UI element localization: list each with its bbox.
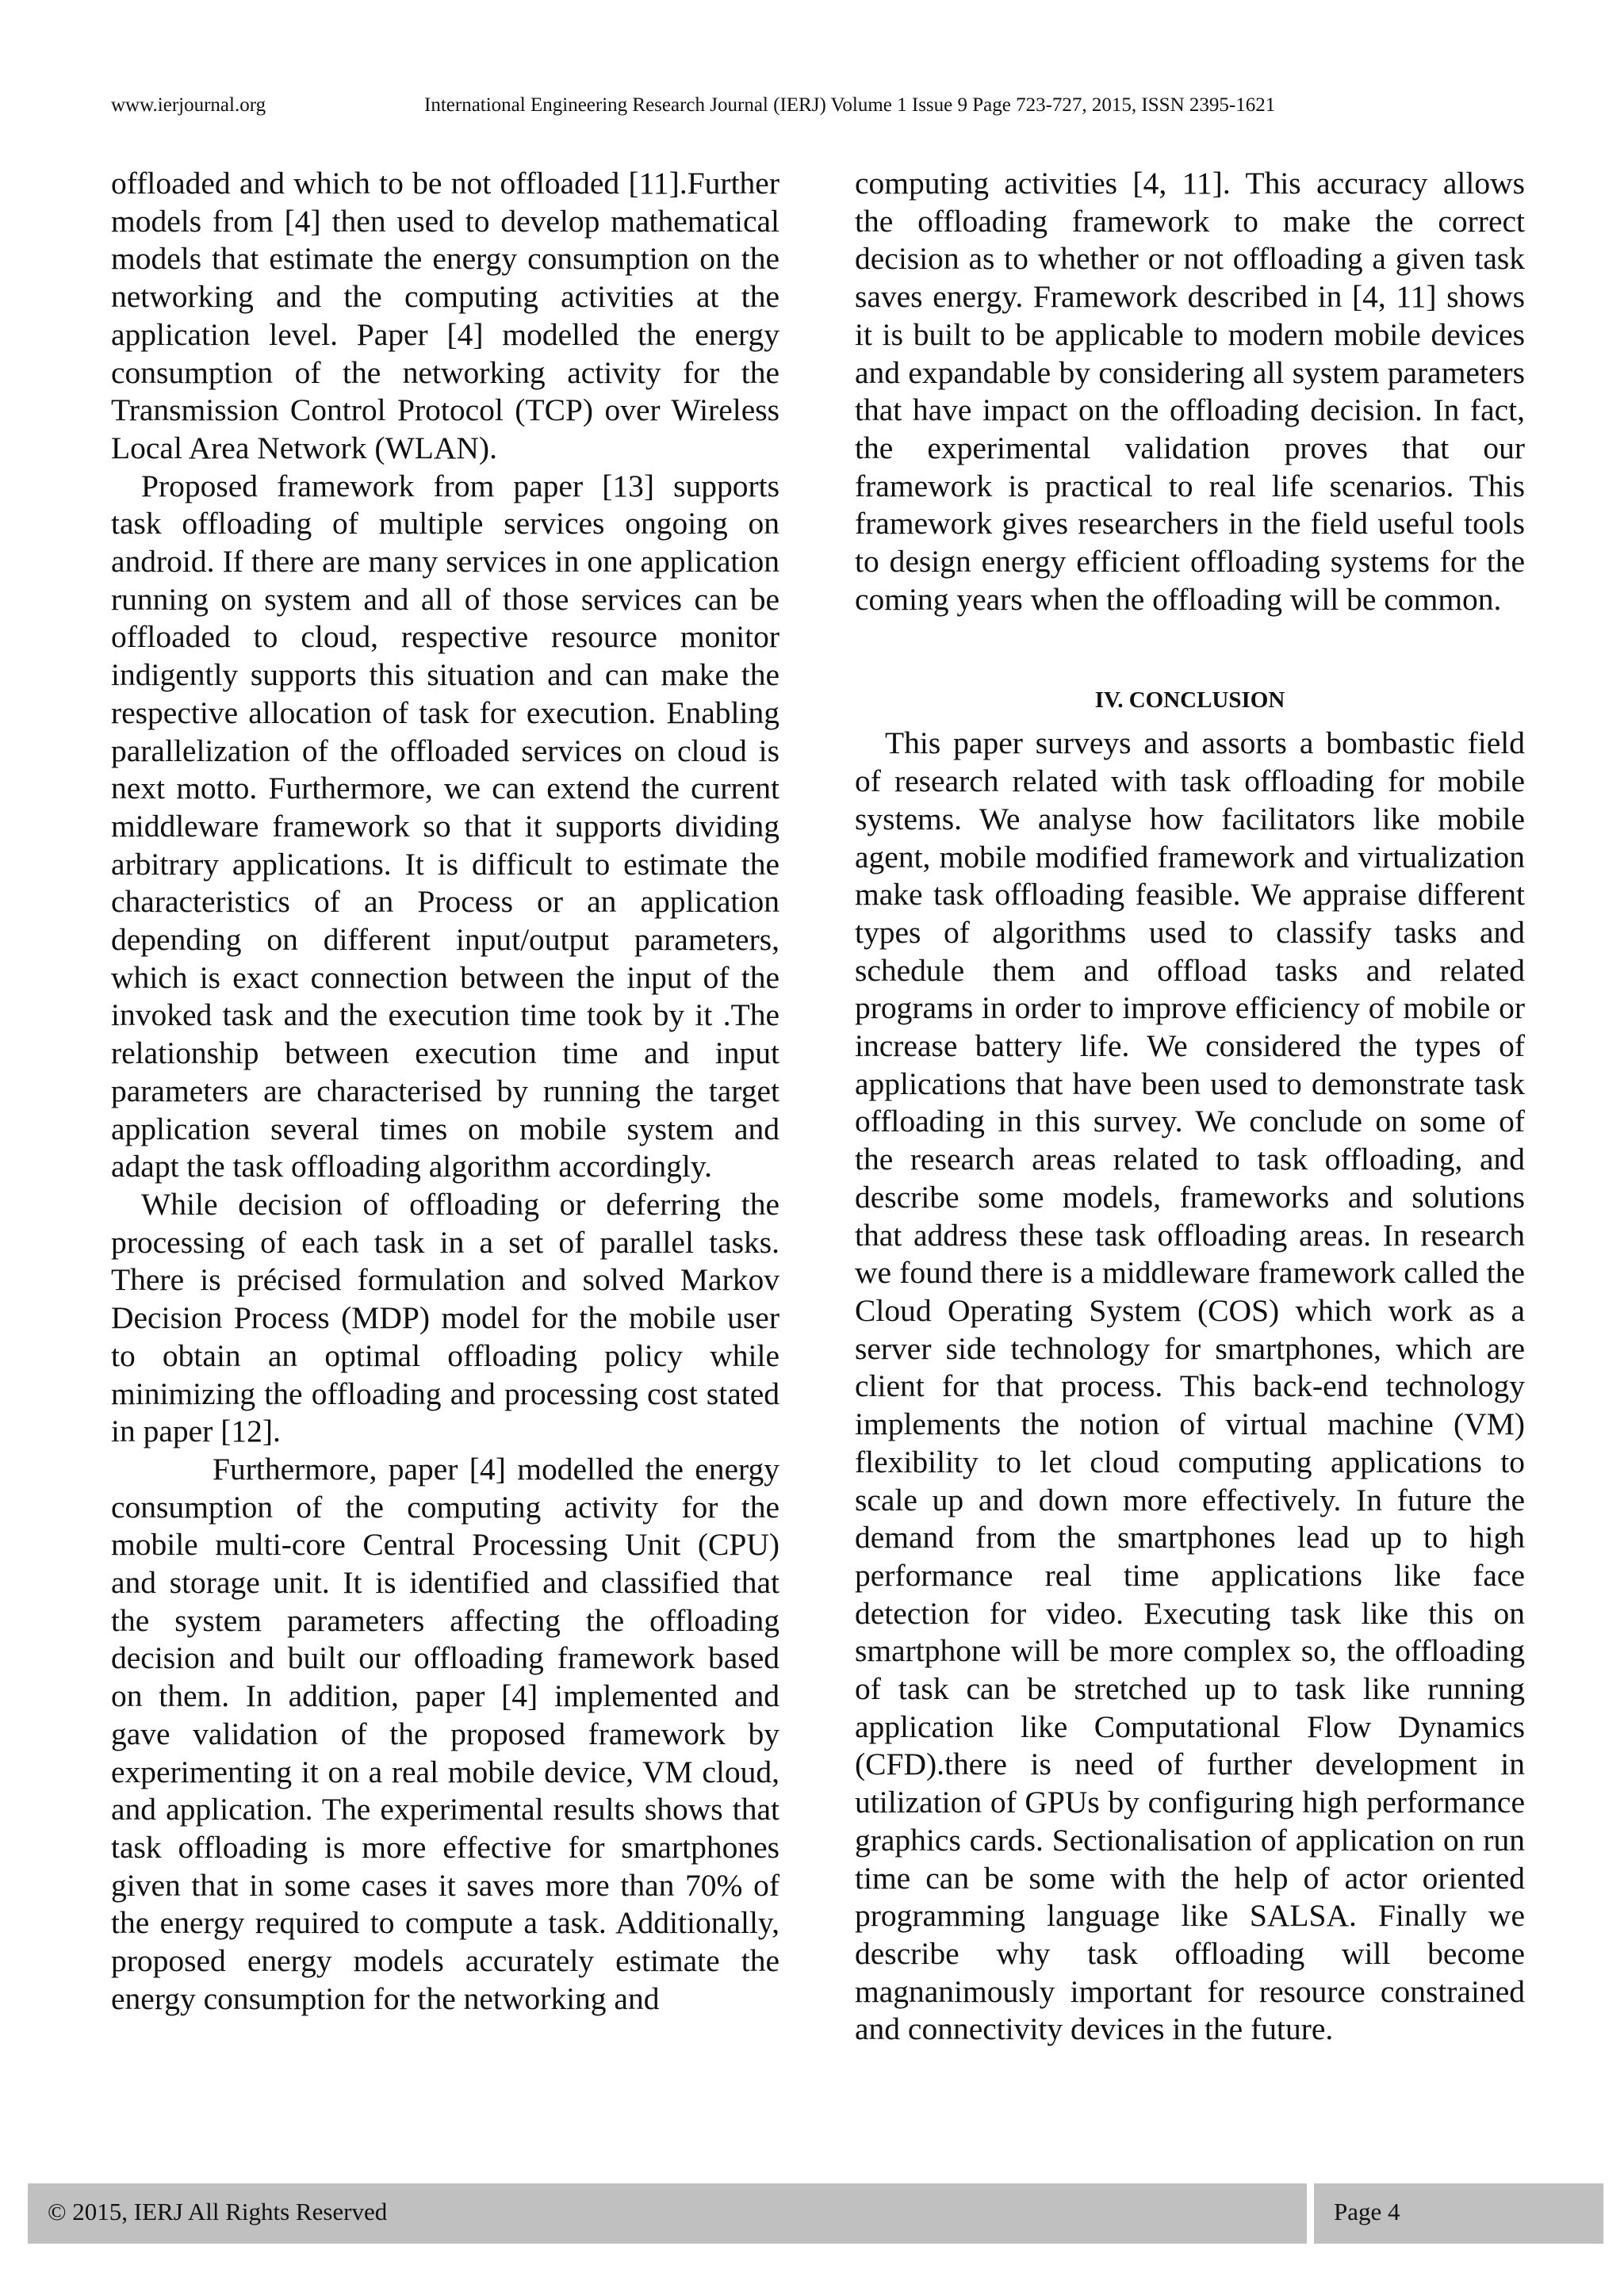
paragraph-conclusion: This paper surveys and assorts a bombastic field of research related with task offloading for mobile systems. We analyse how facilitators like mobile agent, mobile modified framework and virtualization make task offloading feasible. We appraise different types of algorithms used to classify tasks and schedule them and offload tasks and related programs in order to improve efficiency of mobile or increase battery life. We considered the types of applications that have been used to demonstrate task offloading in this survey. We conclude on some of the research areas related to task offloading, and describe some models, frameworks and solutions that address these task offloading areas. In research we found there is a middleware framework called the Cloud Operating System (COS) which work as a server side technology for smartphones, which are client for that process. This back-end technology implements the notion of virtual machine (VM) flexibility to let cloud computing applications to scale up and down more effectively. In future the demand from the smartphones lead up to high performance real time applications like face detection for video. Executing task like this on smartphone will be more complex so, the offloading of task can be stretched up to task like running application like Computational Flow Dynamics (CFD).there is need of further development in utilization of GPUs by configuring high performance graphics cards. Sectionalisation of application on run time can be some with the help of actor oriented programming language like SALSA. Finally we describe why task offloading will become magnanimously important for resource constrained and connectivity devices in the future. xyxy=(855,725,1525,2047)
footer-divider xyxy=(1307,2183,1314,2244)
footer-page-number: Page 4 xyxy=(1334,2198,1400,2225)
left-column xyxy=(111,165,779,2018)
journal-citation: International Engineering Research Journal (IERJ) Volume 1 Issue 9 Page 723-727, 2015, ISSN 2395-1621 xyxy=(424,94,1276,116)
journal-website: www.ierjournal.org xyxy=(111,94,266,116)
footer-copyright: © 2015, IERJ All Rights Reserved xyxy=(48,2198,388,2225)
paragraph-continuation: offloaded and which to be not offloaded [11].Further models from [4] then used to develop mathematical models that estimate the energy consumption on the networking and the computing activities at the application level. Paper [4] modelled the energy consumption of the networking activity for the Transmission Control Protocol (TCP) over Wireless Local Area Network (WLAN). xyxy=(111,166,779,465)
right-column xyxy=(855,165,1525,2049)
paragraph-energy-consumption: Furthermore, paper [4] modelled the energy consumption of the computing activity for the mobile multi-core Central Processing Unit (CPU) and storage unit. It is identified and classified that the system parameters affecting the offloading decision and built our offloading framework based on them. In addition, paper [4] implemented and gave validation of the proposed framework by experimenting it on a real mobile device, VM cloud, and application. The experimental results shows that task offloading is more effective for smartphones given that in some cases it saves more than 70% of the energy required to compute a task. Additionally, proposed energy models accurately estimate the energy consumption for the networking and xyxy=(111,1451,779,2016)
paragraph-accuracy: computing activities [4, 11]. This accuracy allows the offloading framework to make the correct decision as to whether or not offloading a given task saves energy. Framework described in [4, 11] shows it is built to be applicable to modern mobile devices and expandable by considering all system parameters that have impact on the offloading decision. In fact, the experimental validation proves that our framework is practical to real life scenarios. This framework gives researchers in the field useful tools to design energy efficient offloading systems for the coming years when the offloading will be common. xyxy=(855,166,1525,617)
section-heading-conclusion: IV. CONCLUSION xyxy=(1094,687,1285,714)
paragraph-proposed-framework: Proposed framework from paper [13] supports task offloading of multiple services ongoing on android. If there are many services in one application running on system and all of those services can be offloaded to cloud, respective resource monitor indigently supports this situation and can make the respective allocation of task for execution. Enabling parallelization of the offloaded services on cloud is next motto. Furthermore, we can extend the current middleware framework so that it supports dividing arbitrary applications. It is difficult to estimate the characteristics of an Process or an application depending on different input/output parameters, which is exact connection between the input of the invoked task and the execution time took by it .The relationship between execution time and input parameters are characterised by running the target application several times on mobile system and adapt the task offloading algorithm accordingly. xyxy=(111,468,779,1184)
paragraph-mdp-model: While decision of offloading or deferring the processing of each task in a set of parallel tasks. There is précised formulation and solved Markov Decision Process (MDP) model for the mobile user to obtain an optimal offloading policy while minimizing the offloading and processing cost stated in paper [12]. xyxy=(111,1186,779,1449)
